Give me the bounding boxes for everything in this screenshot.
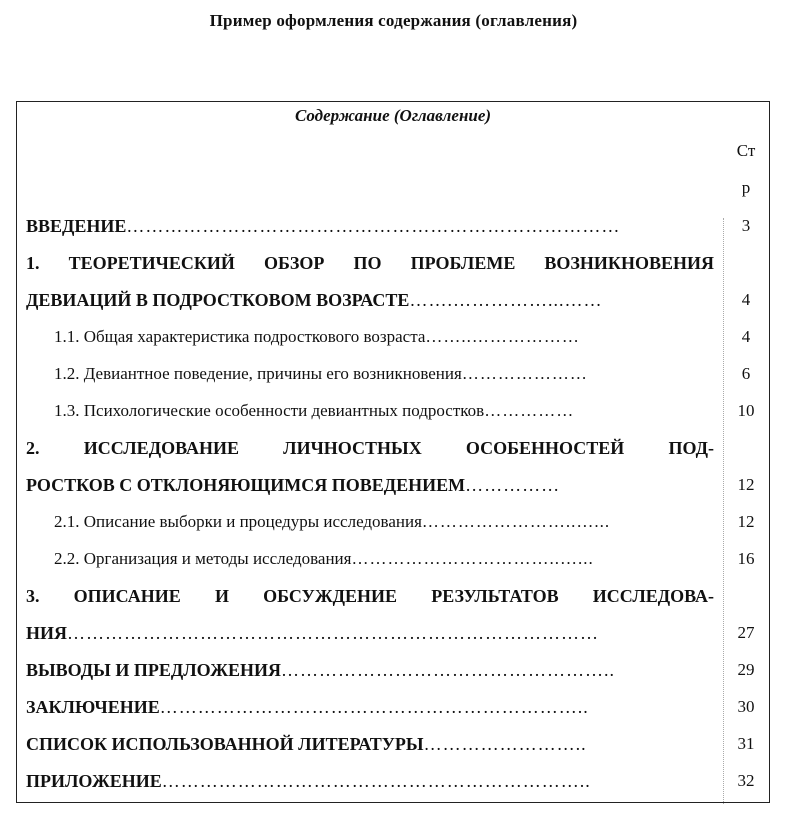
toc-entry-leader: ………………… — [461, 364, 588, 383]
toc-entry-section-1-3[interactable] — [54, 397, 714, 425]
toc-entry-leader: …….……………...…… — [409, 290, 603, 310]
toc-page-number: 12 — [737, 512, 755, 531]
toc-entry-title: ПРИЛОЖЕНИЕ — [26, 771, 162, 791]
toc-entry-leader: ………………………………………………………………………… — [67, 623, 600, 643]
toc-entry-title: НИЯ — [26, 623, 68, 643]
toc-page-number: 16 — [737, 549, 755, 568]
toc-entry-chapter-2[interactable] — [26, 434, 714, 462]
toc-entry-leader: ………………………………………………………….. — [161, 771, 591, 791]
toc-entry-chapter-3-continued[interactable] — [26, 619, 714, 647]
toc-entry-chapter-3[interactable] — [26, 582, 714, 610]
toc-entry-title: РОСТКОВ С ОТКЛОНЯЮЩИМСЯ ПОВЕДЕНИЕМ — [26, 475, 466, 495]
toc-entry-title: ВЫВОДЫ И ПРЕДЛОЖЕНИЯ — [26, 660, 282, 680]
toc-entry-title: 2.1. Описание выборки и процедуры исследования — [54, 512, 422, 531]
toc-entry-appendix[interactable] — [26, 767, 714, 795]
toc-heading: Содержание (Оглавление) — [294, 106, 492, 125]
toc-page-number: 6 — [741, 364, 751, 383]
toc-page-number: 29 — [737, 660, 755, 679]
toc-page-number: 27 — [737, 623, 755, 642]
toc-entry-leader: …………… — [484, 401, 575, 420]
toc-entry-chapter-2-continued[interactable] — [26, 471, 714, 499]
toc-page-number: 30 — [737, 697, 755, 716]
toc-entry-title: 1.3. Психологические особенности девиантных подростков — [54, 401, 485, 420]
toc-entry-references[interactable] — [26, 730, 714, 758]
toc-page-number: 10 — [737, 401, 755, 420]
toc-page-number: 4 — [741, 290, 751, 309]
toc-entry-conclusions[interactable] — [26, 656, 714, 684]
toc-entry-chapter-1[interactable] — [26, 249, 714, 277]
toc-entry-title: 1. ТЕОРЕТИЧЕСКИЙ ОБЗОР ПО ПРОБЛЕМЕ ВОЗНИКНОВЕНИЯ — [26, 253, 714, 273]
toc-page-number: 32 — [737, 771, 755, 790]
toc-entry-section-1-2[interactable] — [54, 360, 714, 388]
page-column-label-bottom: р — [741, 178, 751, 197]
toc-page-number: 31 — [737, 734, 755, 753]
toc-entry-title: ЗАКЛЮЧЕНИЕ — [26, 697, 160, 717]
toc-entry-leader: …………… — [465, 475, 561, 495]
toc-entry-title: 2.2. Организация и методы исследования — [54, 549, 352, 568]
document-title: Пример оформления содержания (оглавления) — [209, 11, 578, 30]
page-column-divider — [723, 218, 724, 804]
toc-page-number: 12 — [737, 475, 755, 494]
toc-entry-title: 3. ОПИСАНИЕ И ОБСУЖДЕНИЕ РЕЗУЛЬТАТОВ ИССЛЕДОВА- — [26, 586, 714, 606]
toc-entry-title: 1.1. Общая характеристика подросткового возраста — [54, 327, 426, 346]
toc-entry-leader: ……………………………..…... — [351, 549, 594, 568]
page-column-label-top: Ст — [736, 141, 756, 160]
toc-entry-introduction[interactable] — [26, 212, 714, 240]
toc-entry-title: ДЕВИАЦИЙ В ПОДРОСТКОВОМ ВОЗРАСТЕ — [26, 290, 410, 310]
toc-frame — [16, 101, 770, 803]
toc-entry-section-2-2[interactable] — [54, 545, 714, 573]
toc-entry-leader: …………………………………………………………………… — [126, 216, 621, 236]
toc-entry-leader: …………………………………………….. — [281, 660, 616, 680]
toc-entry-title: 1.2. Девиантное поведение, причины его возникновения — [54, 364, 462, 383]
toc-entry-chapter-1-continued[interactable] — [26, 286, 714, 314]
toc-entry-section-1-1[interactable] — [54, 323, 714, 351]
toc-entry-title: СПИСОК ИСПОЛЬЗОВАННОЙ ЛИТЕРАТУРЫ — [26, 734, 424, 754]
toc-entry-leader: …………………….. — [423, 734, 587, 754]
toc-entry-leader: ………………………………………………………….. — [159, 697, 589, 717]
toc-entry-summary[interactable] — [26, 693, 714, 721]
toc-page-number: 4 — [741, 327, 751, 346]
toc-entry-leader: ……………………..…... — [421, 512, 611, 531]
toc-page-number: 3 — [741, 216, 751, 235]
toc-entry-section-2-1[interactable] — [54, 508, 714, 536]
toc-entry-leader: ……..……………… — [425, 327, 580, 346]
toc-entry-title: 2. ИССЛЕДОВАНИЕ ЛИЧНОСТНЫХ ОСОБЕННОСТЕЙ ПОД- — [26, 438, 714, 458]
toc-entry-title: ВВЕДЕНИЕ — [26, 216, 127, 236]
